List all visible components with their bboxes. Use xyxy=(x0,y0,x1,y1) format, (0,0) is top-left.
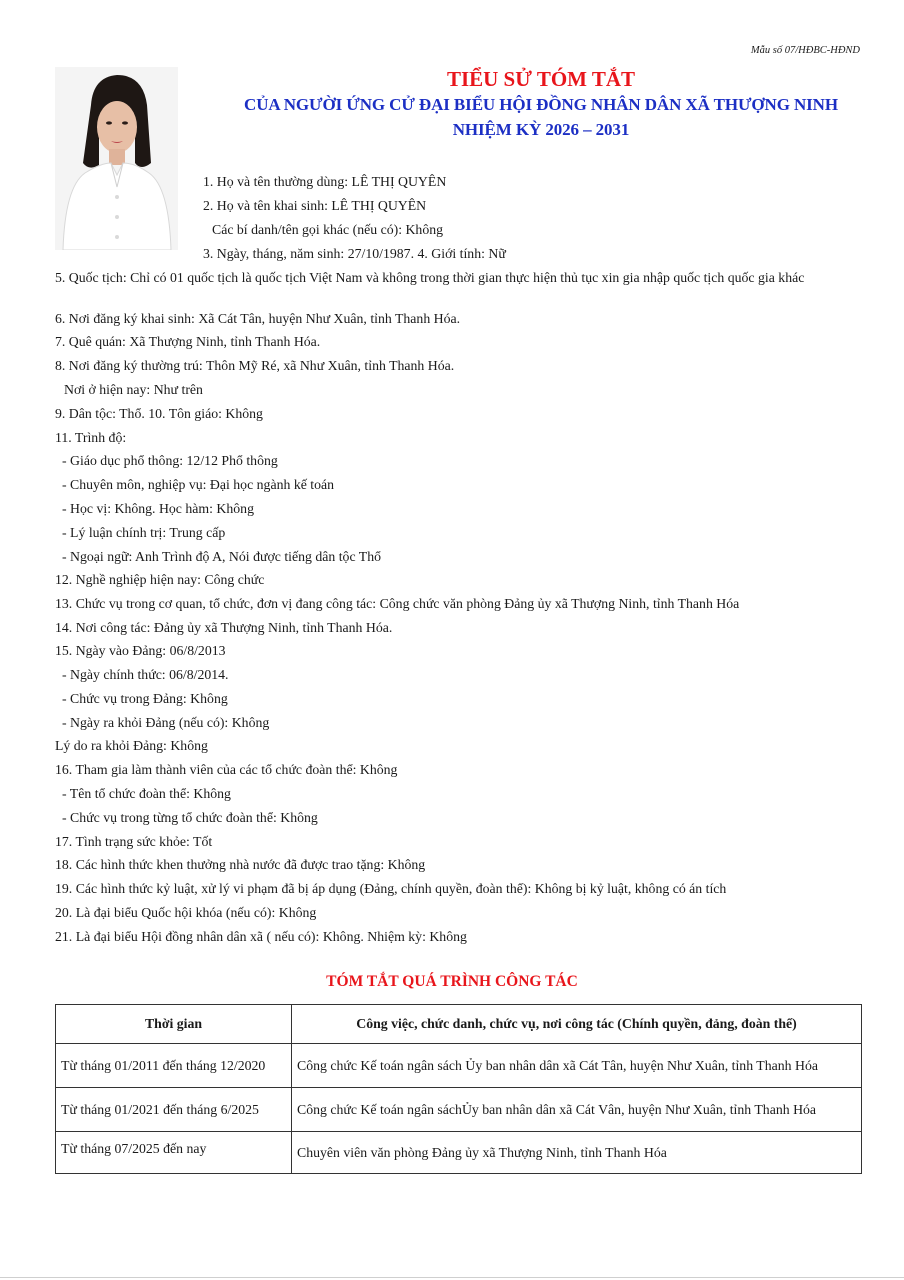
table-row xyxy=(56,1088,862,1132)
info-line: - Lý luận chính trị: Trung cấp xyxy=(62,525,226,540)
portrait-illustration xyxy=(55,67,178,250)
info-line: - Chuyên môn, nghiệp vụ: Đại học ngành kế toán xyxy=(62,477,335,492)
table-cell-work: Công chức Kế toán ngân sách Ủy ban nhân dân xã Cát Tân, huyện Như Xuân, tỉnh Thanh Hóa xyxy=(292,1044,862,1088)
table-cell-work: Chuyên viên văn phòng Đảng ủy xã Thượng Ninh, tỉnh Thanh Hóa xyxy=(292,1132,862,1174)
info-line: - Chức vụ trong từng tổ chức đoàn thể: Không xyxy=(62,810,318,825)
form-code: Mẫu số 07/HĐBC-HĐND xyxy=(750,45,860,56)
document-title: TIỂU SỬ TÓM TẮT xyxy=(446,67,636,91)
info-line: 18. Các hình thức khen thưởng nhà nước đã được trao tặng: Không xyxy=(55,857,426,872)
info-line: 1. Họ và tên thường dùng: LÊ THỊ QUYÊN xyxy=(203,174,447,189)
table-cell-time: Từ tháng 07/2025 đến nay xyxy=(56,1132,292,1174)
page-bottom-divider xyxy=(0,1277,904,1278)
document-header xyxy=(178,66,904,142)
table-row xyxy=(56,1132,862,1174)
info-line: 15. Ngày vào Đảng: 06/8/2013 xyxy=(55,643,226,658)
info-line: 16. Tham gia làm thành viên của các tổ chức đoàn thể: Không xyxy=(55,762,398,777)
info-line: - Chức vụ trong Đảng: Không xyxy=(62,691,228,706)
table-header-row xyxy=(56,1005,862,1044)
info-line: 13. Chức vụ trong cơ quan, tổ chức, đơn vị đang công tác: Công chức văn phòng Đảng ủy xã Thượng Ninh, tỉnh Thanh Hóa xyxy=(55,596,740,611)
info-line: - Tên tổ chức đoàn thể: Không xyxy=(62,786,231,801)
info-line: 8. Nơi đăng ký thường trú: Thôn Mỹ Ré, xã Như Xuân, tỉnh Thanh Hóa. xyxy=(55,358,455,373)
portrait-photo xyxy=(55,67,178,250)
info-line: 9. Dân tộc: Thổ. 10. Tôn giáo: Không xyxy=(55,406,263,421)
column-header-work: Công việc, chức danh, chức vụ, nơi công tác (Chính quyền, đảng, đoàn thể) xyxy=(292,1005,862,1044)
table-cell-time: Từ tháng 01/2011 đến tháng 12/2020 xyxy=(56,1044,292,1088)
info-line: 11. Trình độ: xyxy=(55,430,127,445)
info-line: 19. Các hình thức kỷ luật, xử lý vi phạm đã bị áp dụng (Đảng, chính quyền, đoàn thể): Không bị kỷ luật, không có án tích xyxy=(55,881,727,896)
info-line: - Giáo dục phổ thông: 12/12 Phổ thông xyxy=(62,453,278,468)
info-line: 6. Nơi đăng ký khai sinh: Xã Cát Tân, huyện Như Xuân, tỉnh Thanh Hóa. xyxy=(55,311,461,326)
info-line: Nơi ở hiện nay: Như trên xyxy=(64,382,203,397)
table-row xyxy=(56,1044,862,1088)
info-line: 12. Nghề nghiệp hiện nay: Công chức xyxy=(55,572,265,587)
info-line: - Học vị: Không. Học hàm: Không xyxy=(62,501,254,516)
term-label: NHIỆM KỲ 2026 – 2031 xyxy=(452,120,630,139)
info-line: 14. Nơi công tác: Đảng ủy xã Thượng Ninh, tỉnh Thanh Hóa. xyxy=(55,620,393,635)
info-line: - Ngày chính thức: 06/8/2014. xyxy=(62,667,229,682)
info-line: 5. Quốc tịch: Chỉ có 01 quốc tịch là quốc tịch Việt Nam và không trong thời gian thực hiện thủ tục xin gia nhập quốc tịch quốc gia khác xyxy=(55,270,805,285)
table-cell-time: Từ tháng 01/2021 đến tháng 6/2025 xyxy=(56,1088,292,1132)
document-subtitle: CỦA NGƯỜI ỨNG CỬ ĐẠI BIỂU HỘI ĐỒNG NHÂN DÂN XÃ THƯỢNG NINH xyxy=(244,95,838,114)
info-line: Các bí danh/tên gọi khác (nếu có): Không xyxy=(212,222,444,237)
work-history-table xyxy=(55,1004,862,1174)
info-line: 2. Họ và tên khai sinh: LÊ THỊ QUYÊN xyxy=(203,198,427,213)
info-line: 7. Quê quán: Xã Thượng Ninh, tỉnh Thanh Hóa. xyxy=(55,334,321,349)
info-line: Lý do ra khỏi Đảng: Không xyxy=(55,738,208,753)
column-header-time: Thời gian xyxy=(56,1005,292,1044)
info-line: 3. Ngày, tháng, năm sinh: 27/10/1987. 4. Giới tính: Nữ xyxy=(203,246,506,261)
info-line: 20. Là đại biểu Quốc hội khóa (nếu có): Không xyxy=(55,905,317,920)
work-history-title: TÓM TẮT QUÁ TRÌNH CÔNG TÁC xyxy=(326,973,578,990)
info-line: 17. Tình trạng sức khỏe: Tốt xyxy=(55,834,213,849)
info-line: - Ngoại ngữ: Anh Trình độ A, Nói được tiếng dân tộc Thổ xyxy=(62,549,382,564)
info-line: - Ngày ra khỏi Đảng (nếu có): Không xyxy=(62,715,270,730)
info-line: 21. Là đại biểu Hội đồng nhân dân xã ( nếu có): Không. Nhiệm kỳ: Không xyxy=(55,929,467,944)
table-cell-work: Công chức Kế toán ngân sáchỦy ban nhân dân xã Cát Vân, huyện Như Xuân, tỉnh Thanh Hóa xyxy=(292,1088,862,1132)
